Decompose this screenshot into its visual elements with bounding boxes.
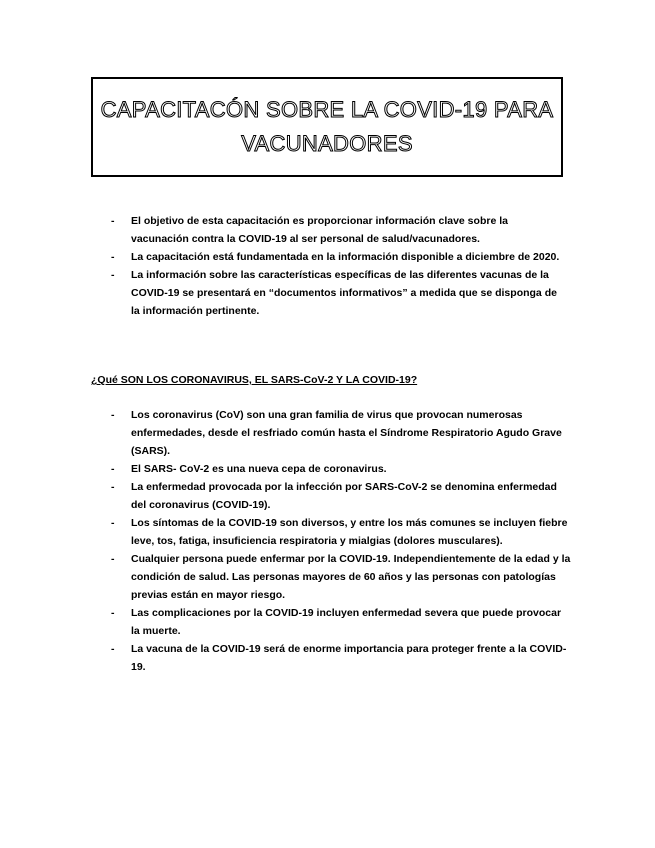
title-line-1: CAPACITACÓN SOBRE LA COVID-19 PARA (100, 97, 554, 122)
covid-facts-list (111, 406, 571, 676)
bullet-dash: - (111, 463, 115, 475)
list-item-text: El objetivo de esta capacitación es proporcionar información clave sobre la vacunación contra la COVID-19 al ser personal de salud/vacunadores. (131, 215, 508, 245)
list-item-text: La vacuna de la COVID-19 será de enorme importancia para proteger frente a la COVID-19. (131, 643, 567, 673)
list-item (111, 266, 561, 320)
list-item (111, 514, 571, 550)
list-item-text: La información sobre las características específicas de las diferentes vacunas de la COVID-19 se presentará en “documentos informativos” a medida que se disponga de la información pertinente. (131, 269, 557, 317)
bullet-dash: - (111, 215, 115, 227)
list-item (111, 212, 561, 248)
list-item (111, 248, 561, 266)
list-item-text: Los síntomas de la COVID-19 son diversos, y entre los más comunes se incluyen fiebre leve, tos, fatiga, insuficiencia respiratoria y mialgias (dolores musculares). (131, 517, 568, 547)
bullet-dash: - (111, 643, 115, 655)
list-item (111, 550, 571, 604)
bullet-dash: - (111, 251, 115, 263)
list-item-text: Los coronavirus (CoV) son una gran familia de virus que provocan numerosas enfermedades, desde el resfriado común hasta el Síndrome Respiratorio Agudo Grave (SARS). (131, 409, 562, 457)
list-item (111, 604, 571, 640)
title-line-2: VACUNADORES (241, 131, 413, 156)
bullet-dash: - (111, 517, 115, 529)
list-item-text: El SARS- CoV-2 es una nueva cepa de coronavirus. (131, 463, 387, 475)
list-item (111, 406, 571, 460)
list-item (111, 640, 571, 676)
intro-list (111, 212, 561, 320)
bullet-dash: - (111, 409, 115, 421)
section-heading: ¿Qué SON LOS CORONAVIRUS, EL SARS-CoV-2 Y LA COVID-19? (91, 374, 418, 386)
list-item-text: Cualquier persona puede enfermar por la COVID-19. Independientemente de la edad y la condición de salud. Las personas mayores de 60 años y las personas con patologías previas están en mayor riesgo. (131, 553, 571, 601)
list-item-text: La enfermedad provocada por la infección por SARS-CoV-2 se denomina enfermedad del coronavirus (COVID-19). (131, 481, 557, 511)
list-item-text: Las complicaciones por la COVID-19 incluyen enfermedad severa que puede provocar la muerte. (131, 607, 562, 637)
bullet-dash: - (111, 269, 115, 281)
bullet-dash: - (111, 481, 115, 493)
list-item (111, 460, 571, 478)
bullet-dash: - (111, 553, 115, 565)
list-item (111, 478, 571, 514)
title-box (91, 77, 563, 177)
bullet-dash: - (111, 607, 115, 619)
list-item-text: La capacitación está fundamentada en la información disponible a diciembre de 2020. (131, 251, 560, 263)
